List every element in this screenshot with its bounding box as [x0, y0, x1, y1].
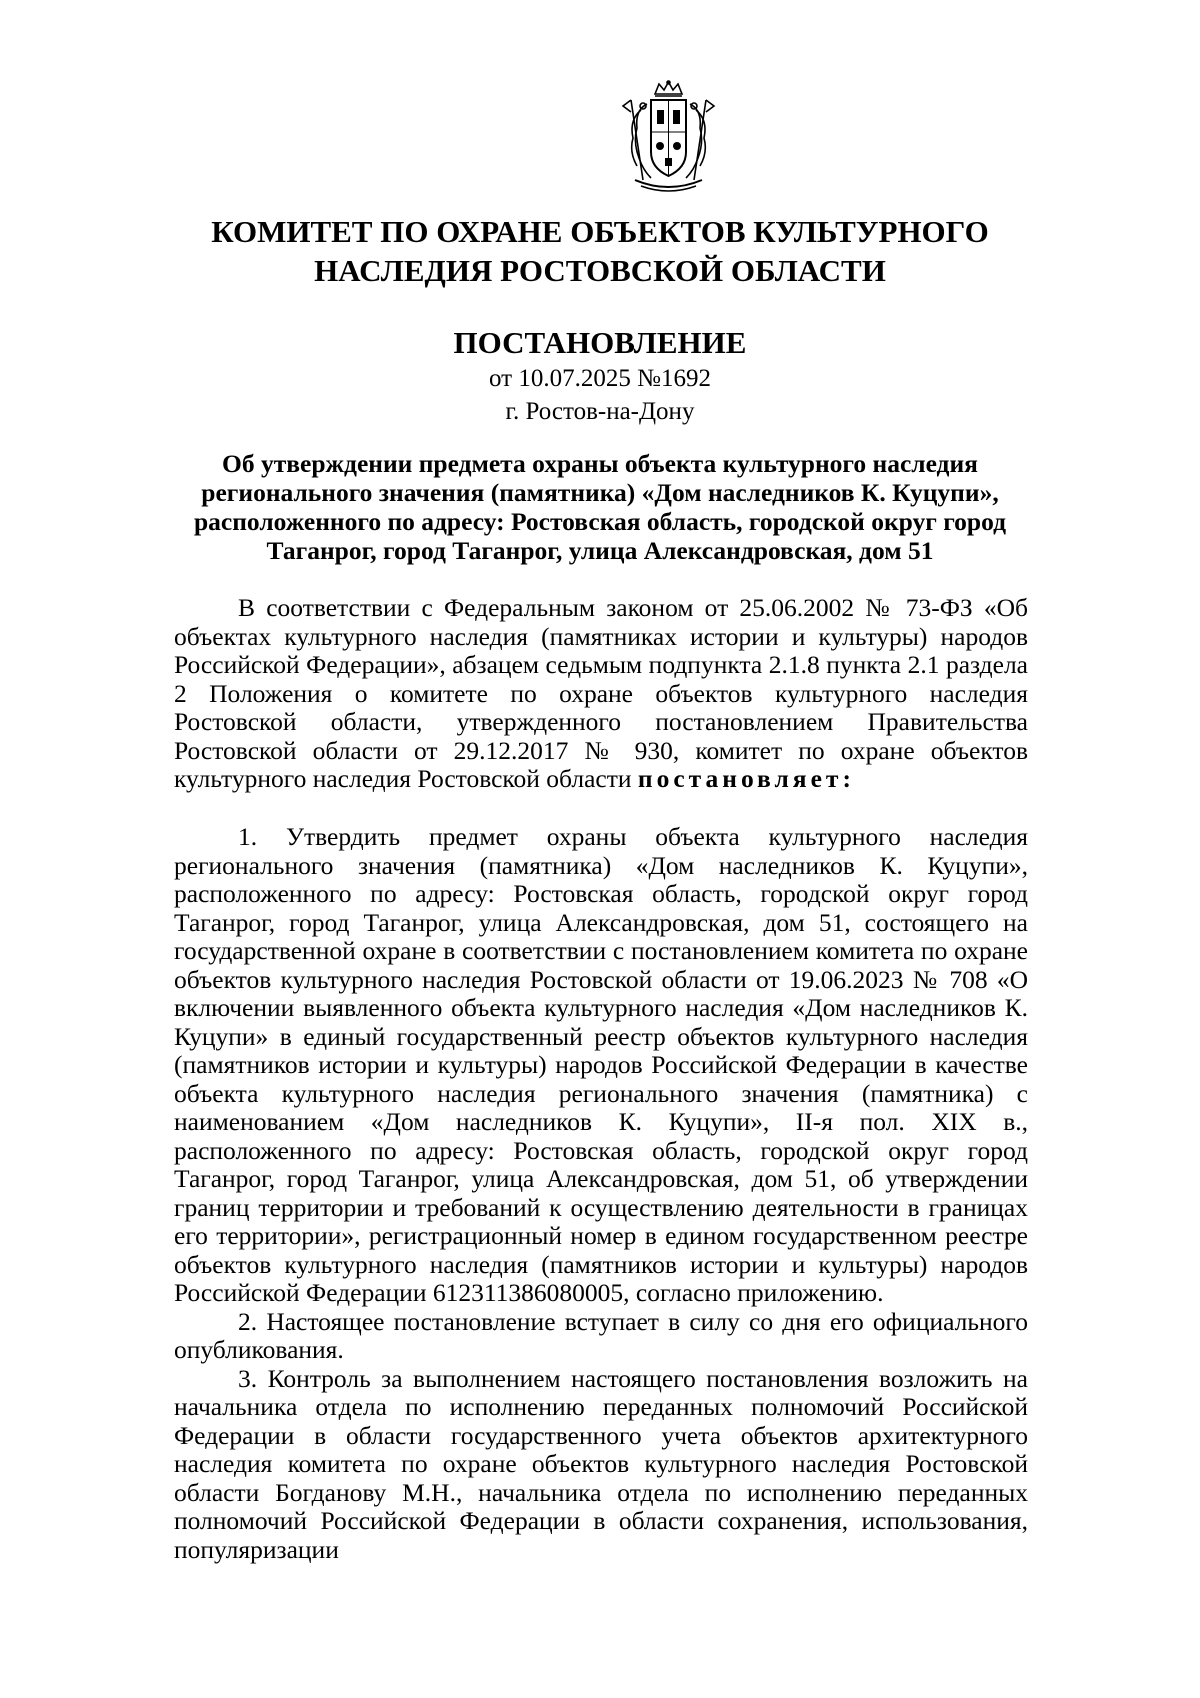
preamble-text: В соответствии с Федеральным законом от 25.06.2002 № 73-ФЗ «Об объектах культурного наследия (памятниках истории и культуры) народов Российской Федерации», абзацем седьмым подпункта 2.1.8 пункта 2.1 раздела 2 Положения о комитете по охране объектов культурного наследия Ростовской области, утвержденного постановлением Правительства Ростовской области от 29.12.2017 № 930, комитет по охране объектов культурного наследия Ростовской области [174, 593, 1028, 793]
decree-item-2: 2. Настоящее постановление вступает в силу со дня его официального опубликования. [174, 1306, 1028, 1364]
decree-item-1: 1. Утвердить предмет охраны объекта культурного наследия регионального значения (памятника) «Дом наследников К. Куцупи», расположенного по адресу: Ростовская область, городской округ город Таганрог, город Таганрог, улица Александровская, дом 51, состоящего на государственной охране в соответствии с постановлением комитета по охране объектов культурного наследия Ростовской области от 19.06.2023 № 708 «О включении выявленного объекта культурного наследия «Дом наследников К. Куцупи» в единый государственный реестр объектов культурного наследия (памятников истории и культуры) народов Российской Федерации в качестве объекта культурного наследия регионального значения (памятника) с наименованием «Дом наследников К. Куцупи», II-я пол. XIX в., расположенного по адресу: Ростовская область, городской округ город Таганрог, город Таганрог, улица Александровская, дом 51, об утверждении границ территории и требований к осуществлению деятельности в границах его территории», регистрационный номер в едином государственном реестре объектов культурного наследия (памятников истории и культуры) народов Российской Федерации 612311386080005, согласно приложению. [174, 822, 1028, 1307]
document-subject [175, 449, 1025, 565]
organization-title [150, 212, 1050, 290]
subject-line-4: Таганрог, город Таганрог, улица Александровская, дом 51 [266, 536, 934, 565]
subject-line-2: регионального значения (памятника) «Дом наследников К. Куцупи», [201, 478, 999, 507]
decree-items [174, 823, 1028, 1564]
decree-word: постановляет: [637, 764, 855, 793]
document-date-number: от 10.07.2025 №1692 [489, 365, 711, 392]
coat-of-arms-icon [621, 80, 716, 195]
organization-title-line-2: НАСЛЕДИЯ РОСТОВСКОЙ ОБЛАСТИ [314, 253, 886, 288]
organization-title-line-1: КОМИТЕТ ПО ОХРАНЕ ОБЪЕКТОВ КУЛЬТУРНОГО [211, 214, 989, 249]
document-city: г. Ростов-на-Дону [505, 398, 695, 425]
decree-item-3: 3. Контроль за выполнением настоящего постановления возложить на начальника отдела по исполнению переданных полномочий Российской Федерации в области государственного учета объектов архитектурного наследия комитета по охране объектов культурного наследия Ростовской области Богданову М.Н., начальника отдела по исполнению переданных полномочий Российской Федерации в области сохранения, использования, популяризации [174, 1363, 1028, 1564]
subject-line-3: расположенного по адресу: Ростовская область, городской округ город [193, 507, 1006, 536]
document-type: ПОСТАНОВЛЕНИЕ [453, 325, 747, 360]
subject-line-1: Об утверждении предмета охраны объекта культурного наследия [222, 449, 978, 478]
preamble-paragraph [174, 594, 1028, 794]
